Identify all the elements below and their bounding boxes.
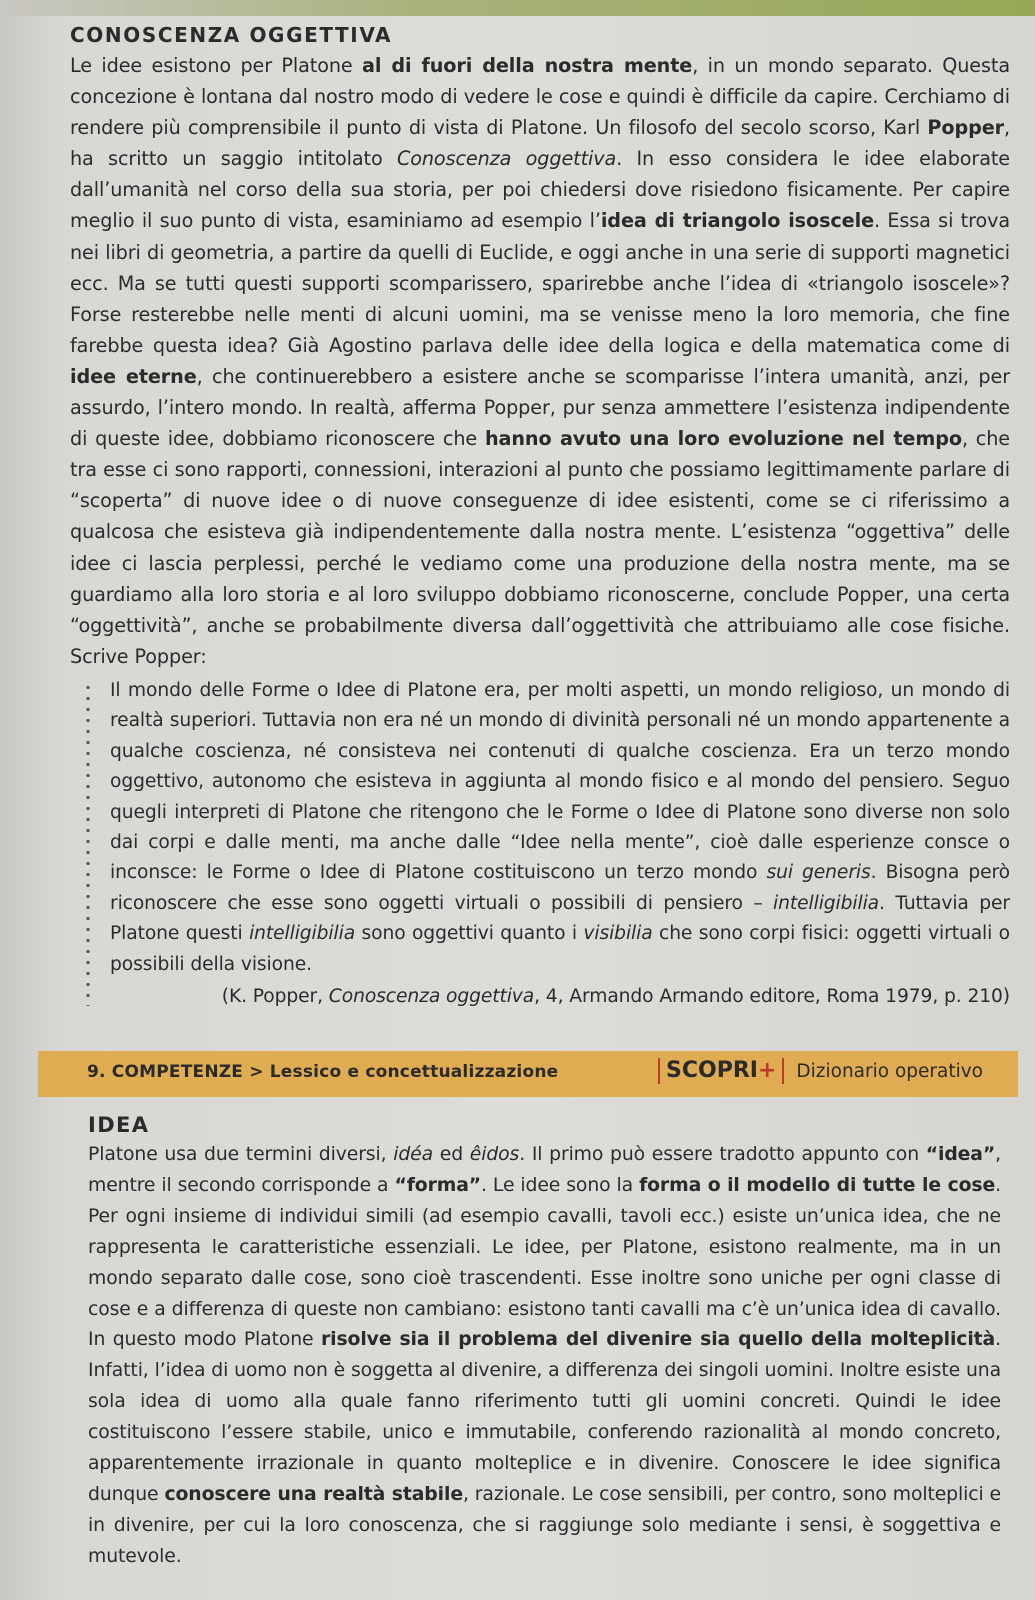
bold-text-run: “idea”: [925, 1144, 996, 1165]
plus-icon: +: [757, 1058, 777, 1083]
text-run: Il mondo delle Forme o Idee di Platone era, per molti aspetti, un mondo religioso, un mondo di realtà superiori. Tuttavia non era né un mondo di divinità personali né un mondo appartenente a qualche coscienza, né consisteva nei contenuti di qualche coscienza. Era un terzo mondo oggettivo, autonomo che esisteva in aggiunta al mondo fisico e al mondo del pensiero. Seguo quegli interpreti di Platone che ritengono che le Forme o Idee di Platone sono diverse non solo dai corpi e dalle menti, ma anche dalle “Idee nella mente”, cioè dalle esperienze consce o inconsce: le Forme o Idee di Platone costituiscono un terzo mondo: [110, 679, 1010, 884]
quote-citation: [110, 982, 1010, 1012]
italic-text-run: intelligibilia: [773, 892, 880, 914]
competenze-banner: [38, 1051, 1018, 1097]
italic-text-run: idéa: [393, 1144, 434, 1165]
bold-text-run: forma o il modello di tutte le cose: [639, 1174, 996, 1196]
text-run: Le idee esistono per Platone: [70, 54, 363, 77]
scopri-block: [658, 1058, 983, 1084]
quote-text: [110, 680, 1010, 975]
text-run: che sono corpi fisici: oggetti virtuali o possibili della visione.: [110, 923, 1010, 975]
text-run: . Bisogna però riconoscere che esse sono oggetti virtuali o possibili di pensiero –: [110, 862, 1010, 914]
popper-quote: [70, 676, 1010, 1012]
bold-text-run: Popper: [927, 116, 1004, 140]
text-run: . Tuttavia per Platone questi: [110, 892, 1010, 945]
text-run: . Infatti, l’idea di uomo non è soggetta al divenire, a differenza dei singoli uomini. Inoltre esiste una sola idea di uomo alla quale fanno riferimento tutti gli uomini concreti. Quindi le idee costituiscono l’essere stabile, unico e immutabile, conferendo razionalità al mondo concreto, apparentemente irrazionale in quanto molteplice e in divenire. Conoscere le idee significa dunque: [88, 1329, 1001, 1505]
text-run: . Per ogni insieme di individui simili (ad esempio cavalli, tavoli ecc.) esiste un’unica idea, che ne rappresenta le caratteristiche essenziali. Le idee, per Platone, esistono realmente, ma in un mondo separato dalle cose, sono cioè trascendenti. Esse inoltre sono uniche per ogni classe di cose e a differenza di queste non cambiano: esistono tanti cavalli ma c’è un’unica idea di cavallo. In questo modo Platone: [88, 1174, 1001, 1351]
italic-text-run: sui generis: [766, 862, 871, 884]
text-run: . In esso considera le idee elaborate dall’umanità nel corso della sua storia, per poi chiedersi dove risiedono fisicamente. Per capire meglio il suo punto di vista, esaminiamo ad esempio l’: [70, 147, 1010, 233]
top-color-bar: [0, 0, 1035, 16]
text-run: . Le idee sono la: [481, 1174, 640, 1196]
bold-text-run: hanno avuto una loro evoluzione nel tempo: [484, 427, 962, 451]
text-run: , mentre il secondo corrisponde a: [88, 1144, 1001, 1196]
text-run: , 4, Armando Armando editore, Roma 1979, p. 210): [534, 985, 1010, 1007]
dizionario-label: Dizionario operativo: [796, 1060, 983, 1082]
bold-text-run: risolve sia il problema del divenire sia quello della molteplicità: [320, 1329, 996, 1351]
italic-text-run: intelligibilia: [249, 923, 356, 945]
italic-text-run: Conoscenza oggettiva: [396, 147, 617, 171]
idea-paragraph: [88, 1140, 1001, 1573]
competenze-label: 9. COMPETENZE > Lessico e concettualizzazione: [87, 1062, 559, 1082]
section-idea: [88, 1110, 1001, 1573]
section-conoscenza-oggettiva: [70, 20, 1010, 1012]
text-run: , in un mondo separato. Questa concezione è lontana dal nostro modo di vedere le cose e quindi è difficile da capire. Cerchiamo di rendere più comprensibile il punto di vista di Platone. Un filosofo del secolo scorso, Karl: [70, 54, 1010, 140]
italic-text-run: Conoscenza oggettiva: [328, 985, 535, 1007]
text-run: . Il primo può essere tradotto appunto con: [519, 1144, 926, 1165]
text-run: . Essa si trova nei libri di geometria, a partire da quelli di Euclide, e oggi anche in una serie di supporti magnetici ecc. Ma se tutti questi supporti scomparissero, sparirebbe anche l’idea di «triangolo isoscele»? Forse resterebbe nelle menti di alcuni uomini, ma se venisse meno la loro memoria, che fine farebbe questa idea? Già Agostino parlava delle idee della logica e della matematica come di: [70, 209, 1011, 357]
quote-dotted-rule: [86, 682, 90, 1006]
text-run: , che tra esse ci sono rapporti, connessioni, interazioni al punto che possiamo legittimamente parlare di “scoperta” di nuove idee o di nuove conseguenze di idee esistenti, come se ci riferissimo a qualcosa che esisteva già indipendentemente dalla nostra mente. L’esistenza “oggettiva” delle idee ci lascia perplessi, perché le vediamo come una produzione della nostra mente, ma se guardiamo alla loro storia e al loro sviluppo dobbiamo riconoscerne, conclude Popper, una certa “oggettività”, anche se probabilmente diversa dall’oggettività che attribuiamo alle cose fisiche. Scrive Popper:: [70, 427, 1010, 668]
bold-text-run: idea di triangolo isoscele: [600, 209, 874, 233]
scopri-word: SCOPRI: [666, 1058, 758, 1083]
scopri-logo: [658, 1058, 784, 1084]
bold-text-run: conoscere una realtà stabile: [164, 1483, 463, 1505]
text-run: ed: [433, 1144, 470, 1165]
bold-text-run: al di fuori della nostra mente: [362, 54, 693, 77]
italic-text-run: visibilia: [583, 923, 653, 945]
text-run: , ha scritto un saggio intitolato: [70, 116, 1010, 171]
text-run: , razionale. Le cose sensibili, per contro, sono molteplici e in divenire, per cui la loro conoscenza, che si raggiunge solo mediante i sensi, è soggettiva e mutevole.: [88, 1483, 1001, 1567]
text-run: sono oggettivi quanto i: [355, 923, 584, 945]
bold-text-run: “forma”: [394, 1174, 482, 1196]
italic-text-run: êidos: [469, 1144, 520, 1165]
bold-text-run: idee eterne: [70, 364, 197, 388]
idea-title: IDEA: [88, 1113, 150, 1137]
text-run: , che continuerebbero a esistere anche se scomparisse l’intera umanità, anzi, per assurdo, l’intero mondo. In realtà, afferma Popper, pur senza ammettere l’esistenza indipendente di queste idee, dobbiamo riconoscere che: [70, 364, 1010, 451]
body-paragraph: [70, 50, 1010, 672]
text-run: (K. Popper,: [221, 985, 329, 1007]
section-title: CONOSCENZA OGGETTIVA: [70, 23, 393, 47]
text-run: Platone usa due termini diversi,: [88, 1144, 394, 1165]
